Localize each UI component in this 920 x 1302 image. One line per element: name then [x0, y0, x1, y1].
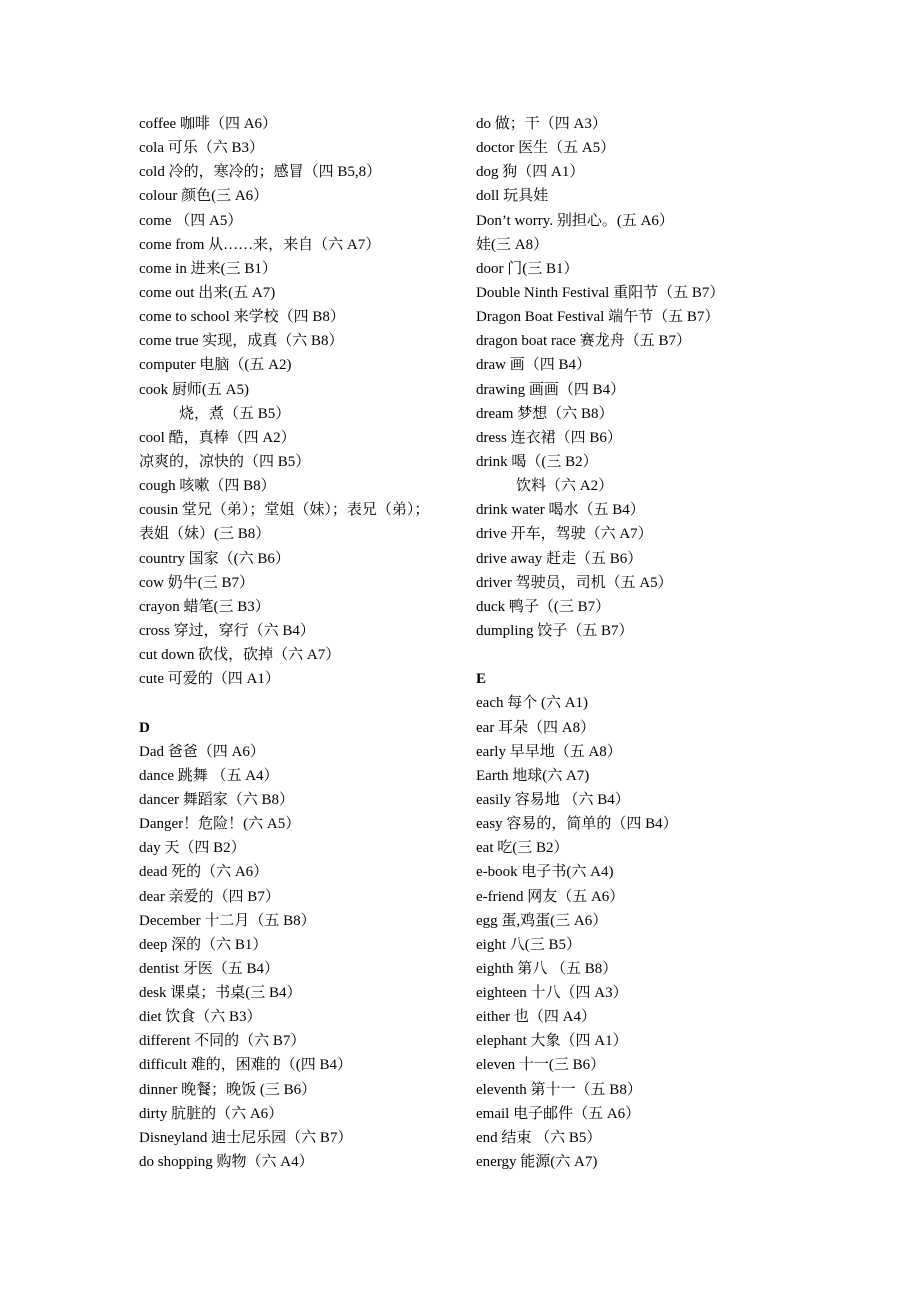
vocab-entry: dumpling 饺子（五 B7） [476, 622, 634, 639]
vocab-entry: eighth 第八 （五 B8） [476, 960, 618, 977]
vocab-entry: drink water 喝水（五 B4） [476, 502, 645, 519]
vocab-entry: Earth 地球(六 A7) [476, 767, 590, 784]
vocab-entry: dear 亲爱的（四 B7） [139, 888, 280, 905]
vocab-entry: dinner 晚餐；晚饭 (三 B6） [139, 1081, 317, 1098]
vocab-entry: doctor 医生（五 A5） [476, 140, 616, 157]
section-heading: D [139, 719, 150, 736]
vocab-entry: either 也（四 A4） [476, 1009, 596, 1026]
vocab-entry: come in 进来(三 B1） [139, 260, 277, 277]
vocab-entry: deep 深的（六 B1） [139, 936, 268, 953]
vocab-entry: drawing 画画（四 B4） [476, 381, 626, 398]
vocab-entry: 娃(三 A8） [476, 236, 549, 253]
vocab-entry: cut down 砍伐，砍掉（六 A7） [139, 647, 341, 664]
vocab-entry: coffee 咖啡（四 A6） [139, 116, 278, 132]
vocab-entry: each 每个 (六 A1) [476, 695, 589, 712]
section-spacer [139, 691, 519, 715]
vocab-entry: e-friend 网友（五 A6） [476, 888, 625, 905]
vocab-entry: email 电子邮件（五 A6） [476, 1105, 641, 1122]
vocab-entry: computer 电脑（(五 A2) [139, 357, 292, 374]
right-column [476, 112, 776, 1174]
vocab-entry: December 十二月（五 B8） [139, 912, 316, 929]
vocab-entry: elephant 大象（四 A1） [476, 1033, 628, 1050]
vocab-entry: come true 实现，成真（六 B8） [139, 333, 344, 350]
vocab-entry: cute 可爱的（四 A1） [139, 671, 280, 688]
vocab-entry: come （四 A5） [139, 212, 243, 229]
vocab-entry: drink 喝（(三 B2） [476, 453, 598, 470]
vocab-entry: dentist 牙医（五 B4） [139, 960, 280, 977]
vocab-entry: eighteen 十八（四 A3） [476, 985, 628, 1002]
vocab-entry: doll 玩具娃 [476, 188, 549, 205]
vocab-entry: day 天（四 B2） [139, 840, 246, 857]
vocab-entry: drive 开车，驾驶（六 A7） [476, 526, 653, 543]
vocab-entry: Double Ninth Festival 重阳节（五 B7） [476, 284, 725, 301]
vocab-entry: do shopping 购物（六 A4） [139, 1154, 314, 1171]
vocab-entry: dragon boat race 赛龙舟（五 B7） [476, 333, 691, 350]
vocab-entry: 烧，煮（五 B5） [179, 405, 291, 422]
vocab-entry: dance 跳舞 （五 A4） [139, 767, 279, 784]
vocab-entry: cross 穿过，穿行（六 B4） [139, 622, 315, 639]
vocab-entry: Danger！危险！(六 A5） [139, 816, 301, 833]
vocab-entry: dog 狗（四 A1） [476, 164, 585, 181]
vocab-entry: cool 酷，真棒（四 A2） [139, 429, 296, 446]
vocab-entry: end 结束 （六 B5） [476, 1129, 602, 1146]
vocab-entry: diet 饮食（六 B3） [139, 1009, 262, 1026]
vocab-entry: cough 咳嗽（四 B8） [139, 478, 276, 495]
left-column [139, 112, 519, 1174]
vocab-entry: colour 颜色(三 A6） [139, 188, 269, 205]
vocab-entry: cow 奶牛(三 B7） [139, 574, 254, 591]
vocab-entry: dancer 舞蹈家（六 B8） [139, 791, 294, 808]
vocab-entry: do 做；干（四 A3） [476, 116, 607, 132]
vocab-entry: easily 容易地 （六 B4） [476, 791, 630, 808]
vocab-entry: e-book 电子书(六 A4) [476, 864, 614, 881]
vocab-entry: come from 从……来，来自（六 A7） [139, 236, 381, 253]
vocab-entry: early 早早地（五 A8） [476, 743, 622, 760]
vocab-entry: eight 八(三 B5） [476, 936, 581, 953]
vocab-entry: easy 容易的，简单的（四 B4） [476, 816, 678, 833]
vocab-entry: cook 厨师(五 A5) [139, 381, 249, 398]
vocab-entry: different 不同的（六 B7） [139, 1033, 306, 1050]
vocab-entry: cold 冷的，寒冷的；感冒（四 B5,8） [139, 164, 382, 181]
vocab-entry: door 门(三 B1） [476, 260, 579, 277]
vocab-entry: Disneyland 迪士尼乐园（六 B7） [139, 1129, 353, 1146]
vocab-entry: Dad 爸爸（四 A6） [139, 743, 265, 760]
vocab-entry: egg 蛋,鸡蛋(三 A6） [476, 912, 608, 929]
vocab-entry: 表姐（妹）(三 B8） [139, 526, 271, 543]
vocab-entry: dirty 肮脏的（六 A6） [139, 1105, 284, 1122]
vocab-entry: 凉爽的，凉快的（四 B5） [139, 453, 311, 470]
vocab-entry: eat 吃(三 B2） [476, 840, 569, 857]
vocab-entry: duck 鸭子（(三 B7） [476, 598, 611, 615]
vocab-entry: ear 耳朵（四 A8） [476, 719, 596, 736]
vocab-entry: energy 能源(六 A7) [476, 1154, 598, 1171]
vocab-entry: draw 画（四 B4） [476, 357, 591, 374]
vocab-entry: driver 驾驶员，司机（五 A5） [476, 574, 673, 591]
vocab-entry: come out 出来(五 A7) [139, 284, 276, 301]
vocab-entry: 饮料（六 A2） [516, 478, 614, 495]
vocab-entry: crayon 蜡笔(三 B3） [139, 598, 270, 615]
vocab-entry: dream 梦想（六 B8） [476, 405, 614, 422]
vocab-entry: dead 死的（六 A6） [139, 864, 269, 881]
vocab-entry: eleventh 第十一（五 B8） [476, 1081, 642, 1098]
vocab-entry: Dragon Boat Festival 端午节（五 B7） [476, 309, 720, 326]
vocab-entry: come to school 来学校（四 B8） [139, 309, 345, 326]
vocab-entry: country 国家（(六 B6） [139, 550, 290, 567]
vocab-entry: desk 课桌；书桌(三 B4） [139, 985, 302, 1002]
vocab-entry: difficult 难的，困难的（(四 B4） [139, 1057, 353, 1074]
vocab-entry: cousin 堂兄（弟）；堂姐（妹）；表兄（弟）； [139, 502, 430, 519]
vocab-entry: dress 连衣裙（四 B6） [476, 429, 622, 446]
vocab-entry: drive away 赶走（五 B6） [476, 550, 643, 567]
vocab-entry: cola 可乐（六 B3） [139, 140, 264, 157]
section-heading: E [476, 671, 487, 688]
section-spacer [476, 643, 776, 667]
vocab-entry: Don’t worry. 别担心。(五 A6） [476, 212, 674, 229]
vocab-entry: eleven 十一(三 B6） [476, 1057, 606, 1074]
